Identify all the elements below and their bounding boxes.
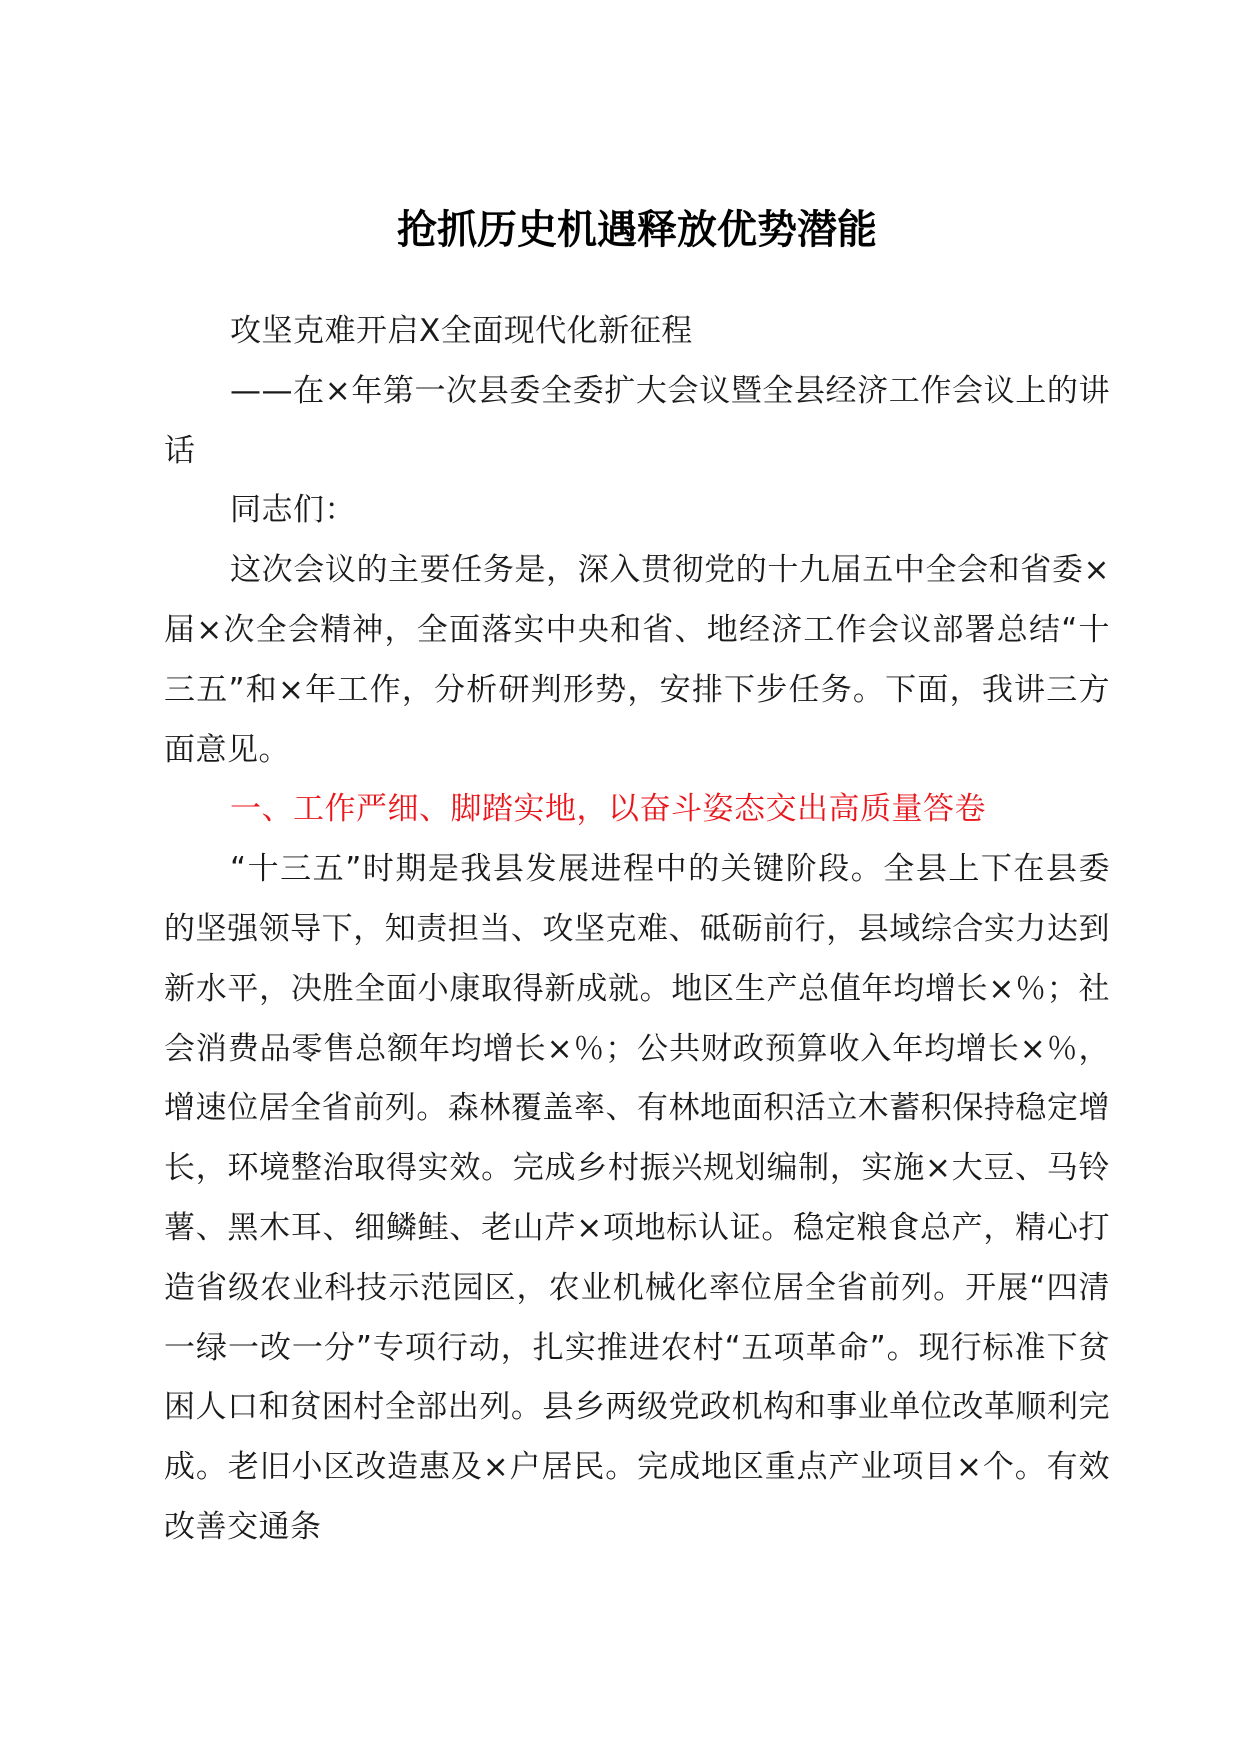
occasion-paragraph: ——在×年第一次县委全委扩大会议暨全县经济工作会议上的讲话 xyxy=(164,372,1110,469)
document-body xyxy=(164,302,1110,1558)
section-heading: 一、工作严细、脚踏实地，以奋斗姿态交出高质量答卷 xyxy=(230,791,986,828)
intro-paragraph: 这次会议的主要任务是，深入贯彻党的十九届五中全会和省委×届×次全会精神，全面落实中央和省、地经济工作会议部署总结“十三五”和×年工作，分析研判形势，安排下步任务。下面，我讲三方面意见。 xyxy=(164,552,1110,768)
salutation-paragraph: 同志们： xyxy=(230,492,356,529)
section-body-paragraph: “十三五”时期是我县发展进程中的关键阶段。全县上下在县委的坚强领导下，知责担当、攻坚克难、砥砺前行，县域综合实力达到新水平，决胜全面小康取得新成就。地区生产总值年均增长×％；社会消费品零售总额年均增长×％；公共财政预算收入年均增长×％，增速位居全省前列。森林覆盖率、有林地面积活立木蓄积保持稳定增长，环境整治取得实效。完成乡村振兴规划编制，实施×大豆、马铃薯、黑木耳、细鳞鲑、老山芹×项地标认证。稳定粮食总产，精心打造省级农业科技示范园区，农业机械化率位居全省前列。开展“四清一绿一改一分”专项行动，扎实推进农村“五项革命”。现行标准下贫困人口和贫困村全部出列。县乡两级党政机构和事业单位改革顺利完成。老旧小区改造惠及×户居民。完成地区重点产业项目×个。有效改善交通条 xyxy=(164,851,1110,1545)
document-title: 抢抓历史机遇释放优势潜能 xyxy=(397,207,877,253)
subtitle-paragraph: 攻坚克难开启X全面现代化新征程 xyxy=(230,313,693,349)
